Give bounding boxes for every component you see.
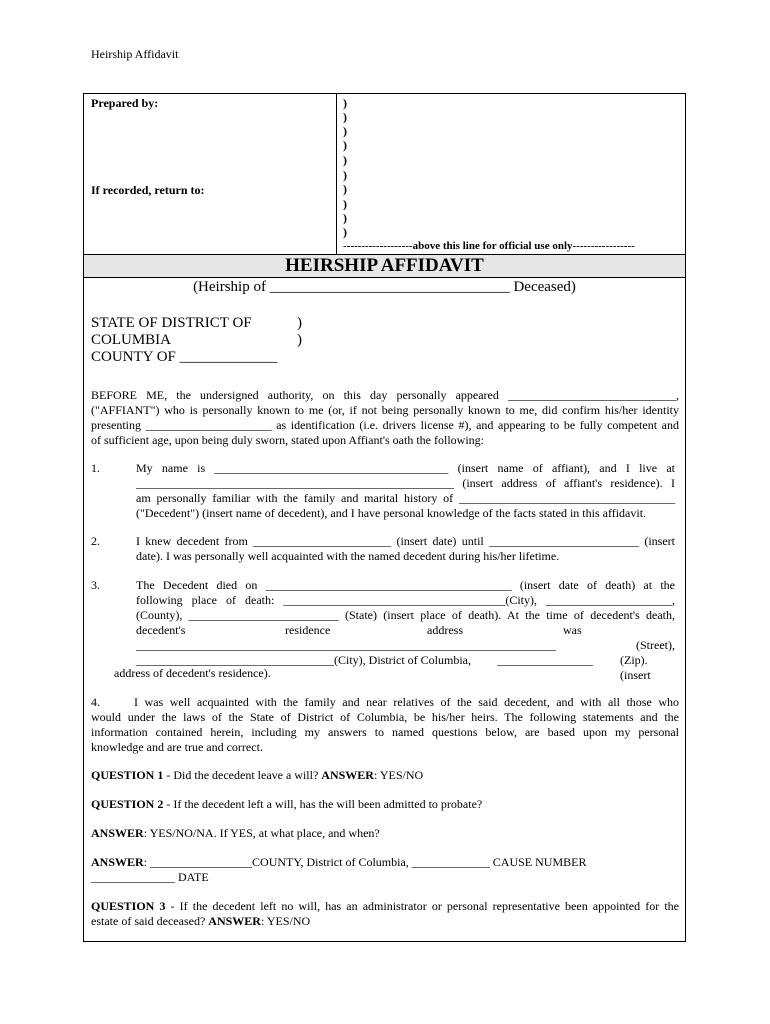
item-line: _____________________________________________________ (insert address of affiant's residence). I xyxy=(136,476,675,490)
document-subtitle: (Heirship of ________________________________ Deceased) xyxy=(193,279,576,295)
item-word: residence xyxy=(285,623,331,637)
item-line: knowledge and are true and correct. xyxy=(91,740,263,754)
item-line: date). I was personally well acquainted with the named decedent during his/her lifetime. xyxy=(136,549,560,563)
intro-line: presenting _____________________ as identification (i.e. drivers license #), and appearing to be fully competent and xyxy=(91,418,679,432)
paren-mark: ) xyxy=(343,211,347,225)
item-line: following place of death: _____________________________________(City), _____________________, xyxy=(136,593,675,607)
venue-line: COLUMBIA xyxy=(91,332,172,348)
item-word: (Zip).(insert xyxy=(620,653,651,682)
item-word: address xyxy=(427,623,463,637)
recording-area xyxy=(337,94,685,254)
item-2-text xyxy=(136,534,675,564)
question-1 xyxy=(91,768,679,783)
question-3 xyxy=(91,899,679,929)
item-line: (County), _________________________ (State) (insert place of death). At the time of decedent's death, xyxy=(136,608,675,622)
item-number: 4. xyxy=(91,695,100,709)
affidavit-frame xyxy=(83,93,686,942)
item-line: My name is _______________________________________ (insert name of affiant), and I live at xyxy=(136,461,675,475)
question-line xyxy=(91,899,679,914)
answer-options: : YES/NO xyxy=(260,914,311,928)
item-number: 1. xyxy=(91,461,100,475)
item-3-tail: address of decedent's residence). xyxy=(114,666,271,680)
intro-line: ("AFFIANT") who is personally known to me (or, if not being personally known to me, did confirm his/her identity xyxy=(91,403,679,417)
prepared-by-label: Prepared by: xyxy=(91,96,159,110)
document-title: HEIRSHIP AFFIDAVIT xyxy=(84,254,685,278)
paren-mark: ) xyxy=(343,110,347,124)
answer-line xyxy=(91,855,679,870)
item-line xyxy=(91,695,679,710)
answer-label: ANSWER xyxy=(91,855,144,869)
question-text: - If the decedent left no will, has an administrator or personal representative been appointed for the xyxy=(165,899,679,913)
paren-mark: ) xyxy=(343,197,347,211)
answer-text: : _________________COUNTY, District of Columbia, _____________ CAUSE NUMBER xyxy=(143,855,587,869)
recording-labels xyxy=(84,94,337,254)
item-line: am personally familiar with the family and marital history of ____________________________________ xyxy=(136,491,675,505)
item-line: ______________________________________________________________________ (Street), xyxy=(136,638,675,652)
paren-mark: ) xyxy=(343,182,347,196)
question-label: QUESTION 2 xyxy=(91,797,164,811)
item-4-text xyxy=(91,695,679,755)
paren-mark: ) xyxy=(343,225,347,239)
question-text: - Did the decedent leave a will? xyxy=(163,768,322,782)
question-text: estate of said deceased? xyxy=(91,914,209,928)
paren-mark: ) xyxy=(343,124,347,138)
item-line: would under the laws of the State of District of Columbia, be his/her heirs. The following statements and the xyxy=(91,710,679,724)
item-word: _________________________________(City), District of Columbia, xyxy=(136,653,471,667)
item-word: was xyxy=(563,623,582,637)
official-use-line: -------------------above this line for official use only----------------- xyxy=(343,240,635,252)
item-number: 3. xyxy=(91,578,100,592)
answer-2-detail xyxy=(91,855,679,885)
question-label: QUESTION 3 xyxy=(91,899,166,913)
intro-line: BEFORE ME, the undersigned authority, on this day personally appeared ____________________________, xyxy=(91,388,679,402)
paren-mark: ) xyxy=(297,332,302,348)
running-header: Heirship Affidavit xyxy=(91,47,179,61)
venue-parens xyxy=(297,315,302,349)
question-text: - If the decedent left a will, has the will been admitted to probate? xyxy=(163,797,483,811)
intro-paragraph xyxy=(91,388,679,448)
answer-label: ANSWER xyxy=(208,914,261,928)
item-word: decedent's xyxy=(136,623,186,637)
item-line-text: I was well acquainted with the family and near relatives of the said decedent, and with all those who xyxy=(134,695,679,709)
question-line xyxy=(91,914,679,929)
item-line: information contained herein, including my answers to named questions below, are based upon my personal xyxy=(91,725,679,739)
question-2 xyxy=(91,797,679,812)
item-word: ________________ xyxy=(497,653,593,667)
item-line xyxy=(136,623,675,638)
venue-block xyxy=(91,315,302,366)
answer-2 xyxy=(91,826,679,841)
answer-label: ANSWER xyxy=(321,768,374,782)
return-to-label: If recorded, return to: xyxy=(91,183,205,197)
answer-label: ANSWER xyxy=(91,826,144,840)
question-label: QUESTION 1 xyxy=(91,768,164,782)
answer-options: : YES/NO/NA. If YES, at what place, and when? xyxy=(143,826,380,840)
item-number: 2. xyxy=(91,534,100,548)
venue-line: COUNTY OF _____________ xyxy=(91,349,278,365)
item-1-text xyxy=(136,461,675,521)
item-line: The Decedent died on _________________________________________ (insert date of death) at the xyxy=(136,578,675,592)
paren-mark: ) xyxy=(343,96,347,110)
answer-line: ______________ DATE xyxy=(91,870,209,884)
answer-options: : YES/NO xyxy=(373,768,424,782)
venue-line: STATE OF DISTRICT OF xyxy=(91,315,252,331)
paren-mark: ) xyxy=(343,168,347,182)
item-line: I knew decedent from _______________________ (insert date) until _________________________ (insert xyxy=(136,534,675,548)
item-line: ("Decedent") (insert name of decedent), and I have personal knowledge of the facts stated in this affidavit. xyxy=(136,506,647,520)
paren-mark: ) xyxy=(297,315,302,331)
paren-mark: ) xyxy=(343,138,347,152)
paren-mark: ) xyxy=(343,153,347,167)
intro-line: of sufficient age, upon being duly sworn, stated upon Affiant's oath the following: xyxy=(91,433,484,447)
